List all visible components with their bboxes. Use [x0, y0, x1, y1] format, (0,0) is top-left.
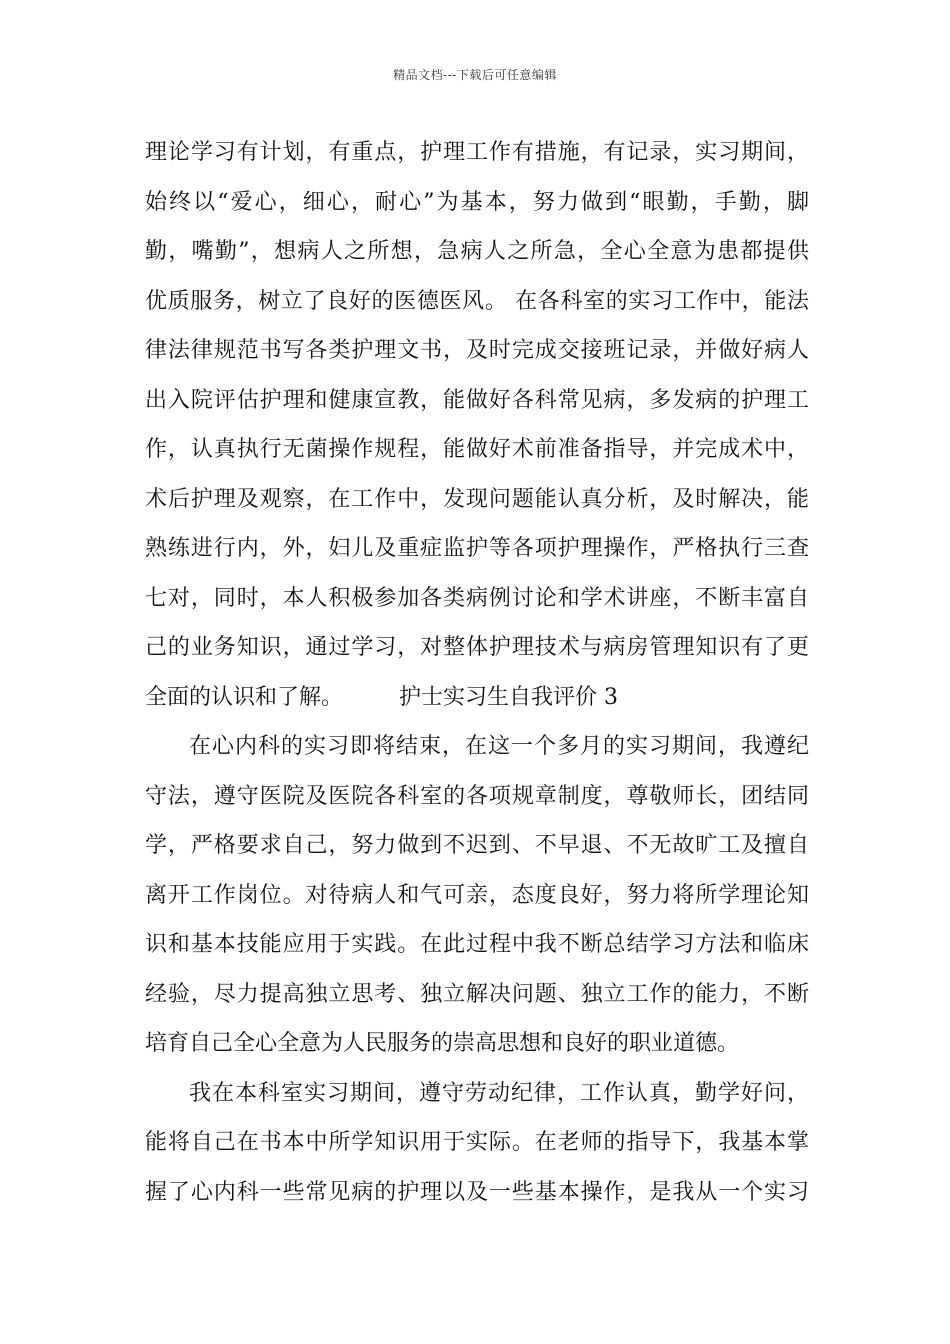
text-line: 我在本科室实习期间，遵守劳动纪律，工作认真，勤学好问， [189, 1080, 809, 1106]
section-heading: 护士实习生自我评价 3 [399, 684, 619, 710]
text-line: 在心内科的实习即将结束，在这一个多月的实习期间，我遵纪 [189, 734, 809, 759]
text-line: 优质服务，树立了良好的医德医风。 在各科室的实习工作中，能法 [145, 288, 809, 314]
page-header: 精品文档---下载后可任意编辑 [393, 68, 557, 82]
text-line: 术后护理及观察，在工作中，发现问题能认真分析，及时解决，能 [145, 486, 809, 512]
document-body [145, 128, 809, 1217]
paragraph-ending: 全面的认识和了解。 [145, 684, 344, 710]
text-line: 经验，尽力提高独立思考、独立解决问题、独立工作的能力，不断 [145, 981, 809, 1007]
text-line: 出入院评估护理和健康宣教，能做好各科常见病，多发病的护理工 [145, 387, 809, 413]
text-line: 培育自己全心全意为人民服务的崇高思想和良好的职业道德。 [145, 1031, 740, 1056]
text-line: 能将自己在书本中所学知识用于实际。在老师的指导下，我基本掌 [145, 1130, 809, 1155]
text-line: 学，严格要求自己，努力做到不迟到、不早退、不无故旷工及擅自 [145, 833, 809, 858]
text-line: 熟练进行内，外，妇儿及重症监护等各项护理操作，严格执行三查 [145, 536, 809, 561]
text-line: 识和基本技能应用于实践。在此过程中我不断总结学习方法和临床 [145, 932, 809, 957]
text-line: 离开工作岗位。对待病人和气可亲，态度良好，努力将所学理论知 [145, 882, 809, 908]
text-line: 律法律规范书写各类护理文书，及时完成交接班记录，并做好病人 [145, 338, 809, 363]
text-line: 作，认真执行无菌操作规程，能做好术前准备指导，并完成术中， [145, 437, 809, 462]
text-line: 七对，同时，本人积极参加各类病例讨论和学术讲座，不断丰富自 [145, 585, 809, 611]
text-line: 理论学习有计划，有重点，护理工作有措施，有记录，实习期间， [145, 140, 809, 165]
text-line: 守法，遵守医院及医院各科室的各项规章制度，尊敬师长，团结同 [145, 783, 809, 809]
text-line-with-heading [145, 673, 809, 723]
text-line: 始终以“爱心，细心，耐心”为基本，努力做到“眼勤，手勤，脚 [145, 189, 809, 215]
text-line: 勤，嘴勤”，想病人之所想，急病人之所急，全心全意为患都提供 [145, 239, 809, 264]
text-line: 握了心内科一些常见病的护理以及一些基本操作，是我从一个实习 [145, 1179, 809, 1205]
text-line: 己的业务知识，通过学习，对整体护理技术与病房管理知识有了更 [145, 635, 809, 660]
